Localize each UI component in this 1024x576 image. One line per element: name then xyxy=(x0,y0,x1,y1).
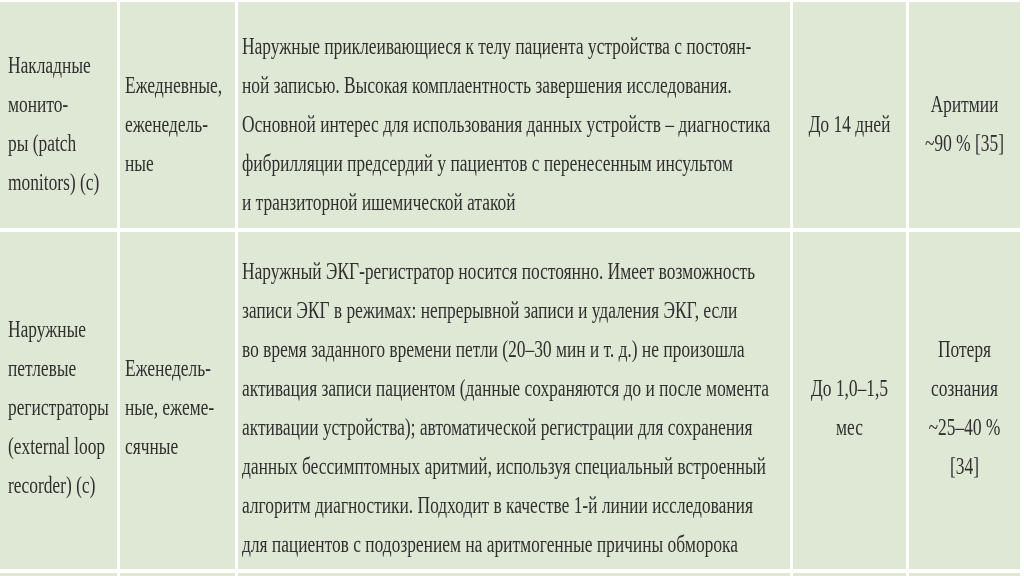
device-type-text xyxy=(8,47,117,203)
diagnostic-yield-line: [34] xyxy=(949,453,979,480)
device-type-line: Накладные xyxy=(8,53,91,79)
description-line: для пациентов с подозрением на аритмогенные причины обморока xyxy=(242,531,738,558)
loop-recorder-device-type-cell xyxy=(0,232,117,569)
description-line: во время заданного времени петли (20–30 мин и т. д.) не произошла xyxy=(242,336,745,363)
description-line: активации устройства); автоматической регистрации для сохранения xyxy=(242,414,753,441)
diagnostic-yield-line: ~25–40 % xyxy=(928,414,1001,441)
diagnostic-yield-line: Потеря xyxy=(937,336,992,363)
loop-recorder-diagnostic-yield-cell xyxy=(909,232,1020,569)
frequency-line: ные xyxy=(125,150,154,177)
duration-line: мес xyxy=(836,414,863,441)
device-type-line: recorder) (c) xyxy=(8,473,96,499)
description-line: Наружные приклеивающиеся к телу пациента устройства с постоян- xyxy=(242,33,752,60)
device-type-line: (external loop xyxy=(8,434,106,460)
frequency-text xyxy=(125,350,235,467)
duration-text xyxy=(793,106,906,145)
patch-monitor-diagnostic-yield-cell xyxy=(909,2,1020,228)
device-type-line: петлевые xyxy=(8,356,77,382)
device-type-line: ры (patch xyxy=(8,131,77,157)
description-line: записи ЭКГ в режимах: непрерывной записи и удаления ЭКГ, если xyxy=(242,297,738,324)
device-type-line: регистраторы xyxy=(8,395,109,421)
description-line: алгоритм диагностики. Подходит в качестве 1-й линии исследования xyxy=(242,492,753,519)
description-line: фибрилляции предсердий у пациентов с перенесенным инсультом xyxy=(242,150,733,177)
patch-monitor-device-type-cell xyxy=(0,2,117,228)
loop-recorder-description-cell xyxy=(238,232,790,569)
frequency-line: Еженедель- xyxy=(125,356,211,382)
frequency-line: Ежедневные, xyxy=(125,72,223,99)
description-line: ной записью. Высокая комплаентность завершения исследования. xyxy=(242,72,732,99)
diagnostic-yield-line: Аритмии xyxy=(930,92,999,118)
duration-text xyxy=(793,370,906,448)
diagnostic-yield-line: сознания xyxy=(931,375,998,402)
loop-recorder-duration-cell xyxy=(793,232,906,569)
frequency-line: еженедель- xyxy=(125,111,209,138)
device-type-text xyxy=(8,311,117,506)
description-text xyxy=(242,28,790,223)
description-line: Основной интерес для использования данных устройств – диагностика xyxy=(242,111,771,138)
patch-monitor-description-cell xyxy=(238,2,790,228)
description-text xyxy=(242,253,790,565)
frequency-line: ные, ежеме- xyxy=(125,395,215,421)
frequency-line: сячные xyxy=(125,434,179,460)
description-line: и транзиторной ишемической атакой xyxy=(242,189,516,216)
description-line: данных бессимптомных аритмий, используя специальный встроенный xyxy=(242,453,767,480)
duration-line: До 14 дней xyxy=(808,111,891,138)
device-type-line: monitors) (c) xyxy=(8,170,100,196)
description-line: активация записи пациентом (данные сохраняются до и после момента xyxy=(242,375,770,402)
description-line: Наружный ЭКГ-регистратор носится постоянно. Имеет возможность xyxy=(242,258,756,285)
frequency-text xyxy=(125,67,235,184)
device-type-line: Наружные xyxy=(8,317,86,343)
diagnostic-yield-text xyxy=(909,86,1020,164)
loop-recorder-frequency-cell xyxy=(120,232,235,569)
diagnostic-yield-text xyxy=(909,331,1020,487)
patch-monitor-frequency-cell xyxy=(120,2,235,228)
monitoring-devices-table xyxy=(0,2,1020,576)
device-type-line: монито- xyxy=(8,92,69,118)
patch-monitor-duration-cell xyxy=(793,2,906,228)
diagnostic-yield-line: ~90 % [35] xyxy=(924,131,1004,157)
duration-line: До 1,0–1,5 xyxy=(810,375,889,402)
